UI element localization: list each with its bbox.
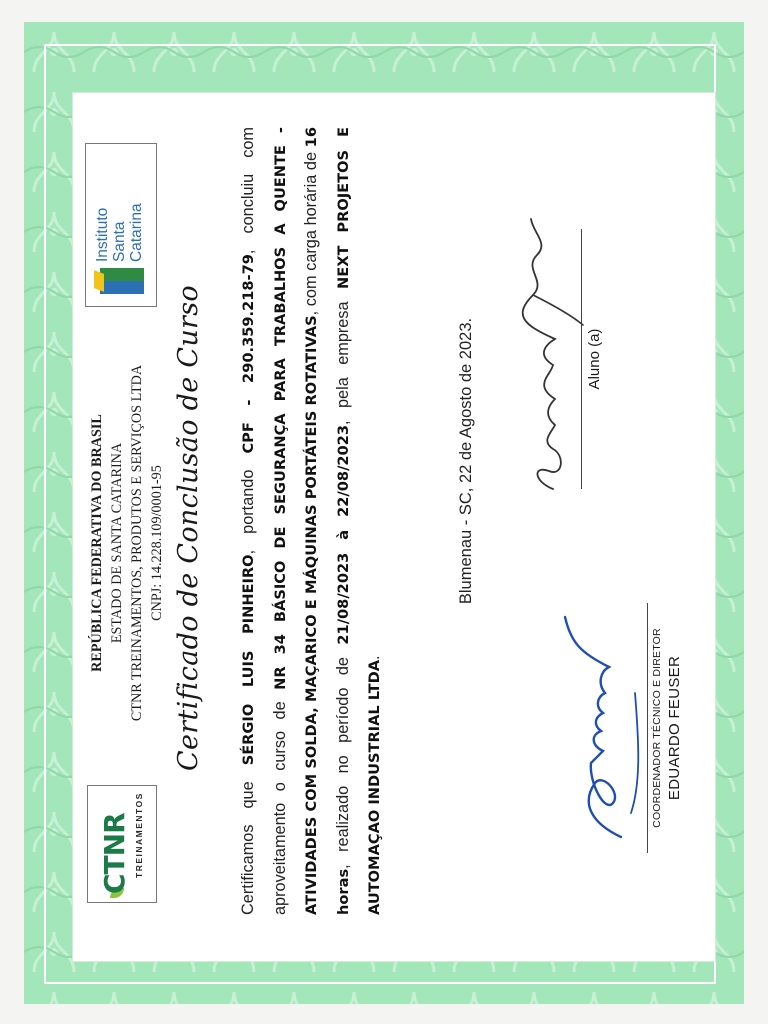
institute-line-1: Instituto bbox=[94, 207, 111, 262]
cube-icon bbox=[100, 268, 144, 294]
header-line-company: CTNR TREINAMENTOS, PRODUTOS E SERVIÇOS LTDA bbox=[129, 364, 145, 722]
body-text-3: , concluiu com aproveitamento o curso de bbox=[239, 127, 289, 915]
issue-date-text: Blumenau - SC, 22 de Agosto de 2023. bbox=[457, 317, 475, 605]
institute-line-2: Santa bbox=[111, 221, 128, 262]
student-cpf: CPF - 290.359.218-79 bbox=[240, 254, 257, 454]
instituto-santa-catarina-logo bbox=[85, 143, 157, 307]
coordinator-name: EDUARDO FEUSER bbox=[666, 655, 683, 801]
coordinator-signature-block bbox=[647, 603, 683, 853]
course-period: 21/08/2023 à 22/08/2023 bbox=[334, 424, 352, 645]
header-line-republic: REPÚBLICA FEDERATIVA DO BRASIL bbox=[89, 414, 105, 672]
ctnr-logo-subtitle: TREINAMENTOS bbox=[134, 792, 144, 878]
certificate-body bbox=[233, 127, 391, 915]
issuer-header bbox=[87, 323, 167, 763]
body-text-7: . bbox=[365, 655, 383, 660]
student-signature-block bbox=[581, 229, 603, 489]
institute-line-3: Catarina bbox=[128, 203, 145, 262]
company-name: NEXT PROJETOS E AUTOMAÇAO INDUSTRIAL LTDA bbox=[334, 127, 383, 915]
certificate-title: Certificado de Conclusão de Curso bbox=[173, 285, 204, 771]
student-name: SÉRGIO LUIS PINHEIRO bbox=[240, 554, 257, 766]
body-text-6: , pela empresa bbox=[333, 288, 352, 425]
header-line-cnpj: CNPJ: 14.228.109/0001-95 bbox=[149, 465, 165, 621]
issue-date bbox=[457, 93, 476, 962]
ctnr-logo bbox=[87, 785, 157, 903]
rotated-content bbox=[73, 93, 716, 962]
ctnr-logo-mark: CTNR bbox=[98, 813, 131, 894]
certificate-sheet bbox=[24, 22, 744, 1004]
course-name: NR 34 BÁSICO DE SEGURANÇA PARA TRABALHOS A QUENTE - ATIVIDADES COM SOLDA, MAÇARICO E MÁQUINAS PORTÁTEIS ROTATIVAS bbox=[271, 127, 320, 915]
student-role: Aluno (a) bbox=[586, 328, 603, 390]
body-text-2: , portando bbox=[239, 453, 257, 555]
header-line-state: ESTADO DE SANTA CATARINA bbox=[109, 442, 125, 644]
student-signature bbox=[493, 215, 593, 495]
coordinator-signature bbox=[551, 613, 651, 843]
certificate-panel bbox=[72, 92, 716, 962]
coordinator-role: COORDENADOR TÉCNICO E DIRETOR bbox=[651, 628, 663, 828]
body-text-5: , realizado no período de bbox=[333, 644, 352, 869]
body-text-4: , com carga horária de bbox=[302, 147, 320, 316]
course-hours: 16 horas bbox=[303, 127, 352, 915]
body-text-1: Certificamos que bbox=[239, 765, 257, 915]
